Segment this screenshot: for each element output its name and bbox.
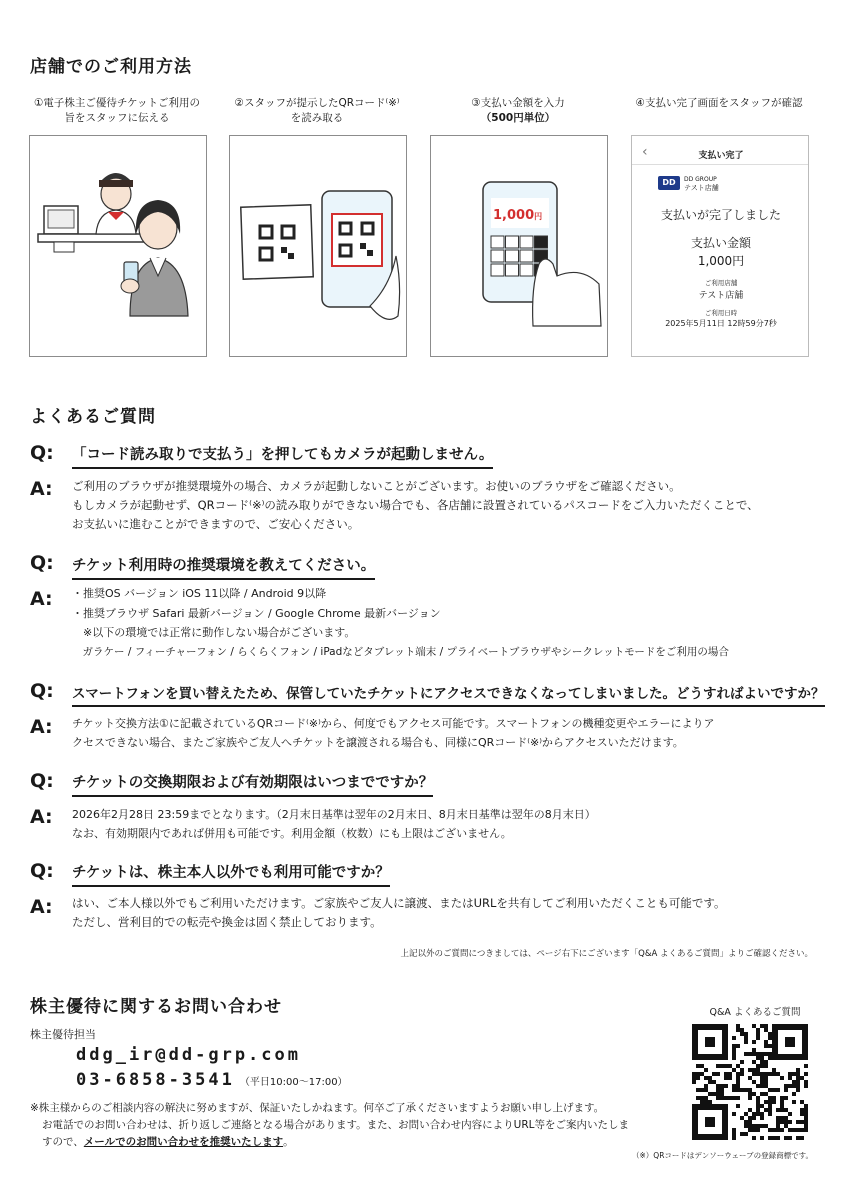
amount-input-value: 1,000: [493, 208, 535, 223]
brand-logo-text: DD: [662, 178, 676, 187]
contact-note-line2: お電話でのお問い合わせは、折り返しご連絡となる場合があります。また、お問い合わせ内容によりURL等をご案内いたしま: [42, 1119, 629, 1131]
brand-logo: [658, 176, 680, 190]
step-1-illustration: [29, 135, 207, 357]
answer-line: ・推奨ブラウザ Safari 最新バージョン / Google Chrome 最新バージョン: [72, 606, 441, 620]
step-2-illustration: [229, 135, 407, 357]
answer-line: クセスできない場合、またご家族やご友人へチケットを譲渡される場合も、同様にQRコード⁽※⁾からアクセスいただけます。: [72, 736, 684, 749]
amount-label: 支払い金額: [690, 236, 751, 250]
date-label: ご利用日時: [704, 309, 738, 317]
usage-title: 店舗でのご利用方法: [30, 57, 192, 77]
store-value: テスト店舗: [698, 291, 744, 301]
q-mark: Q:: [30, 860, 54, 882]
faq-answer-4: [72, 805, 596, 843]
answer-line: はい、ご本人様以外でもご利用いただけます。ご家族やご友人に譲渡、またはURLを共有してご利用いただくことも可能です。: [72, 896, 726, 910]
faq-question-1: 「コード読み取りで支払う」を押してもカメラが起動しません。: [72, 443, 493, 469]
qr-label: Q&A よくあるご質問: [709, 1007, 801, 1018]
note3-pre: すので、: [42, 1136, 84, 1148]
a-mark: A:: [30, 896, 53, 918]
faq-footnote: 上記以外のご質問につきましては、ページ右下にございます「Q&A よくあるご質問」よりご確認ください。: [400, 949, 813, 959]
contact-dept: 株主優待担当: [30, 1028, 96, 1041]
a-mark: A:: [30, 806, 53, 828]
amount-input-unit: 円: [534, 212, 543, 221]
done-message: 支払いが完了しました: [660, 208, 781, 222]
faq-answer-2: [72, 584, 729, 662]
a-mark: A:: [30, 588, 53, 610]
faq-question-4: チケットの交換期限および有効期限はいつまでですか？: [72, 771, 433, 797]
step-1-caption: [22, 96, 212, 126]
faq-question-2: チケット利用時の推奨環境を教えてください。: [72, 554, 375, 580]
q-mark: Q:: [30, 770, 54, 792]
step-3-caption: [423, 96, 613, 126]
a-mark: A:: [30, 478, 53, 500]
brand-group: DD GROUP: [684, 176, 717, 183]
answer-line: もしカメラが起動せず、QRコード⁽※⁾の読み取りができない場合でも、各店舗に設置されているパスコードをご入力いただくことで、: [72, 498, 759, 512]
note3-post: 。: [283, 1136, 294, 1148]
contact-note: [30, 1100, 670, 1151]
date-value: 2025年5月11日 12時59分7秒: [665, 319, 777, 328]
note3-bold: メールでのお問い合わせを推奨いたします: [83, 1136, 284, 1148]
answer-line: お支払いに進むことができますので、ご安心ください。: [72, 517, 360, 531]
faq-answer-1: [72, 477, 759, 534]
amount-value: 1,000円: [697, 254, 745, 268]
answer-line: ご利用のブラウザが推奨環境外の場合、カメラが起動しないことがございます。お使いのブラウザをご確認ください。: [72, 479, 681, 493]
contact-phone[interactable]: 03-6858-3541: [76, 1070, 235, 1090]
step-4-line1: ④支払い完了画面をスタッフが確認: [635, 97, 803, 109]
back-chevron-icon[interactable]: ‹: [642, 144, 648, 160]
answer-line: ・推奨OS バージョン iOS 11以降 / Android 9以降: [72, 587, 327, 600]
brand-store: テスト店舗: [684, 184, 719, 192]
q-mark: Q:: [30, 442, 54, 464]
step-3-line1: ③支払い金額を入力: [471, 97, 565, 109]
contact-hours: （平日10:00〜17:00）: [239, 1077, 348, 1088]
step-1-line2: 旨をスタッフに伝える: [64, 112, 170, 124]
answer-line: ただし、営利目的での転売や換金は固く禁止しております。: [72, 915, 382, 929]
q-mark: Q:: [30, 680, 54, 702]
faq-question-3: スマートフォンを買い替えたため、保管していたチケットにアクセスできなくなってしまいました。どうすればよいですか？: [72, 682, 825, 707]
step-2-caption: [222, 96, 412, 126]
answer-line: ガラケー / フィーチャーフォン / らくらくフォン / iPadなどタブレット端末 / プライベートブラウザやシークレットモードをご利用の場合: [72, 645, 729, 658]
step-2-line1: ②スタッフが提示したQRコード⁽※⁾: [234, 97, 400, 109]
contact-title: 株主優待に関するお問い合わせ: [30, 997, 282, 1017]
answer-line: ※以下の環境では正常に動作しない場合がございます。: [72, 626, 356, 639]
faq-answer-5: [72, 894, 725, 932]
contact-email[interactable]: ddg_ir@dd-grp.com: [76, 1045, 301, 1065]
step-4-phone-screen: [631, 135, 809, 357]
step-4-caption: [624, 96, 814, 111]
step-2-line2: を読み取る: [290, 112, 344, 124]
faq-title: よくあるご質問: [30, 407, 156, 427]
answer-line: チケット交換方法①に記載されているQRコード⁽※⁾から、何度でもアクセス可能です。スマートフォンの機種変更やエラーによりア: [72, 717, 715, 730]
step-1-line1: ①電子株主ご優待チケットご利用の: [34, 97, 200, 109]
answer-line: 2026年2月28日 23:59までとなります。（2月末日基準は翌年の2月末日、8月末日基準は翌年の8月末日）: [72, 808, 596, 821]
step-3-illustration: [430, 135, 608, 357]
screen-header: 支払い完了: [698, 151, 744, 161]
faq-qr-code[interactable]: [692, 1024, 808, 1140]
contact-note-line1: ※株主様からのご相談内容の解決に努めますが、保証いたしかねます。何卒ご了承くださいますようお願い申し上げます。: [30, 1102, 605, 1114]
q-mark: Q:: [30, 552, 54, 574]
faq-question-5: チケットは、株主本人以外でも利用可能ですか？: [72, 861, 390, 887]
step-3-line2: （500円単位）: [480, 112, 556, 124]
answer-line: なお、有効期限内であれば併用も可能です。利用金額（枚数）にも上限はございません。: [72, 827, 512, 840]
contact-note-line3: [30, 1134, 670, 1151]
faq-answer-3: [72, 714, 714, 752]
a-mark: A:: [30, 716, 53, 738]
qr-trademark: （※）QRコードはデンソーウェーブの登録商標です。: [632, 1151, 813, 1160]
store-label: ご利用店舗: [704, 279, 738, 287]
